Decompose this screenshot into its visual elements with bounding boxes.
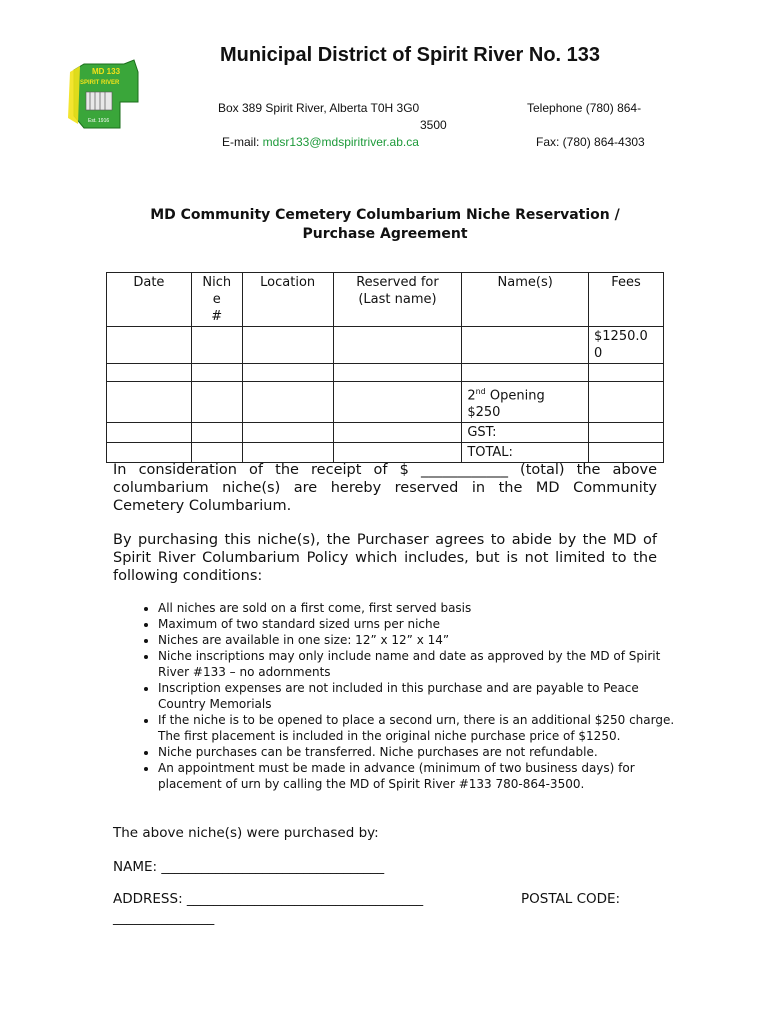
cell-location[interactable] (242, 443, 333, 463)
cell-names[interactable] (462, 327, 589, 364)
list-item: • Niche inscriptions may only include name and date as approved by the MD of Spirit River #133 – no adornments (158, 648, 688, 680)
cell-second-opening (462, 382, 589, 423)
address-field[interactable]: ADDRESS: ___________________________________ (113, 891, 424, 907)
telephone: Telephone (780) 864- (527, 101, 642, 115)
name-field[interactable]: NAME: _________________________________ (113, 859, 385, 875)
cell-reserved[interactable] (333, 382, 462, 423)
cell-location[interactable] (242, 364, 333, 382)
table-row (107, 382, 664, 423)
org-title: Municipal District of Spirit River No. 133 (219, 44, 601, 66)
second-opening-amount: $250 (467, 405, 501, 421)
purchased-by-label: The above niche(s) were purchased by: (113, 825, 379, 841)
list-item: • Inscription expenses are not included in this purchase and are payable to Peace Country Memorials (158, 680, 688, 712)
cell-niche[interactable] (191, 364, 242, 382)
table-row (107, 443, 664, 463)
list-item: • An appointment must be made in advance (minimum of two business days) for placement of urn by calling the MD of Spirit River #133 780-864-3500. (158, 760, 688, 792)
postal-code-label: POSTAL CODE: (521, 891, 621, 907)
md-logo (64, 58, 154, 136)
list-item: • All niches are sold on a first come, first served basis (158, 600, 688, 616)
second-opening-prefix: 2 (467, 388, 476, 404)
purchasing-paragraph: By purchasing this niche(s), the Purchaser agrees to abide by the MD of Spirit River Columbarium Policy which includes, but is not limited to the following conditions: (113, 532, 657, 584)
cell-reserved[interactable] (333, 364, 462, 382)
header-niche (191, 273, 242, 327)
cell-date[interactable] (107, 423, 192, 443)
cell-reserved[interactable] (333, 423, 462, 443)
second-opening-suffix: Opening (485, 388, 545, 404)
cell-reserved[interactable] (333, 443, 462, 463)
niche-table (106, 272, 664, 463)
cell-gst: GST: (462, 423, 589, 443)
list-item: • Niches are available in one size: 12” x 12” x 14” (158, 632, 688, 648)
fee-price-l1: $1250.0 (594, 329, 648, 344)
consideration-paragraph: In consideration of the receipt of $ ____________ (total) the above columbarium niche(s) are hereby reserved in the MD Community Cemetery Columbarium. (113, 462, 657, 514)
header-fees: Fees (589, 273, 664, 327)
header-date: Date (107, 273, 192, 327)
cell-names[interactable] (462, 364, 589, 382)
header-location: Location (242, 273, 333, 327)
cell-total: TOTAL: (462, 443, 589, 463)
logo-text-bottom: Est. 1916 (88, 118, 110, 124)
header-reserved-l2: (Last name) (358, 292, 437, 307)
mailing-address: Box 389 Spirit River, Alberta T0H 3G0 (218, 101, 420, 115)
header-niche-l1: Nich (202, 275, 232, 290)
cell-fees[interactable] (589, 364, 664, 382)
cell-location[interactable] (242, 327, 333, 364)
header-reserved-for (333, 273, 462, 327)
telephone-continued: 3500 (420, 118, 447, 132)
email-label: E-mail: (222, 135, 263, 149)
cell-location[interactable] (242, 382, 333, 423)
cell-location[interactable] (242, 423, 333, 443)
cell-reserved[interactable] (333, 327, 462, 364)
conditions-list (130, 600, 688, 792)
document-title-line1: MD Community Cemetery Columbarium Niche Reservation / (150, 207, 620, 223)
table-row (107, 327, 664, 364)
document-title-line2: Purchase Agreement (302, 226, 468, 242)
email-line (222, 135, 419, 149)
second-opening-sup: nd (475, 387, 486, 396)
table-row (107, 423, 664, 443)
header-names: Name(s) (462, 273, 589, 327)
table-row (107, 364, 664, 382)
list-item: • Maximum of two standard sized urns per niche (158, 616, 688, 632)
email-link[interactable]: mdsr133@mdspiritriver.ab.ca (262, 135, 419, 149)
cell-fees[interactable] (589, 423, 664, 443)
cell-niche[interactable] (191, 327, 242, 364)
cell-niche[interactable] (191, 443, 242, 463)
cell-fees[interactable] (589, 382, 664, 423)
list-item: • Niche purchases can be transferred. Niche purchases are not refundable. (158, 744, 688, 760)
fee-price-l2: 0 (594, 346, 603, 361)
cell-fee-price (589, 327, 664, 364)
header-niche-l2: e (212, 292, 221, 307)
cell-date[interactable] (107, 382, 192, 423)
list-item: • If the niche is to be opened to place a second urn, there is an additional $250 charge. The first placement is included in the original niche purchase price of $1250. (158, 712, 688, 744)
header-reserved-l1: Reserved for (356, 275, 439, 290)
logo-text-mid: SPIRIT RIVER (80, 80, 120, 86)
cell-niche[interactable] (191, 423, 242, 443)
cell-date[interactable] (107, 443, 192, 463)
cell-fees[interactable] (589, 443, 664, 463)
logo-text-top: MD 133 (92, 67, 121, 76)
document-title (110, 206, 660, 244)
cell-date[interactable] (107, 327, 192, 364)
header-niche-l3: # (211, 309, 223, 324)
cell-niche[interactable] (191, 382, 242, 423)
fax: Fax: (780) 864-4303 (536, 135, 645, 149)
cell-date[interactable] (107, 364, 192, 382)
postal-code-field[interactable]: _______________ (113, 910, 215, 926)
table-header-row (107, 273, 664, 327)
